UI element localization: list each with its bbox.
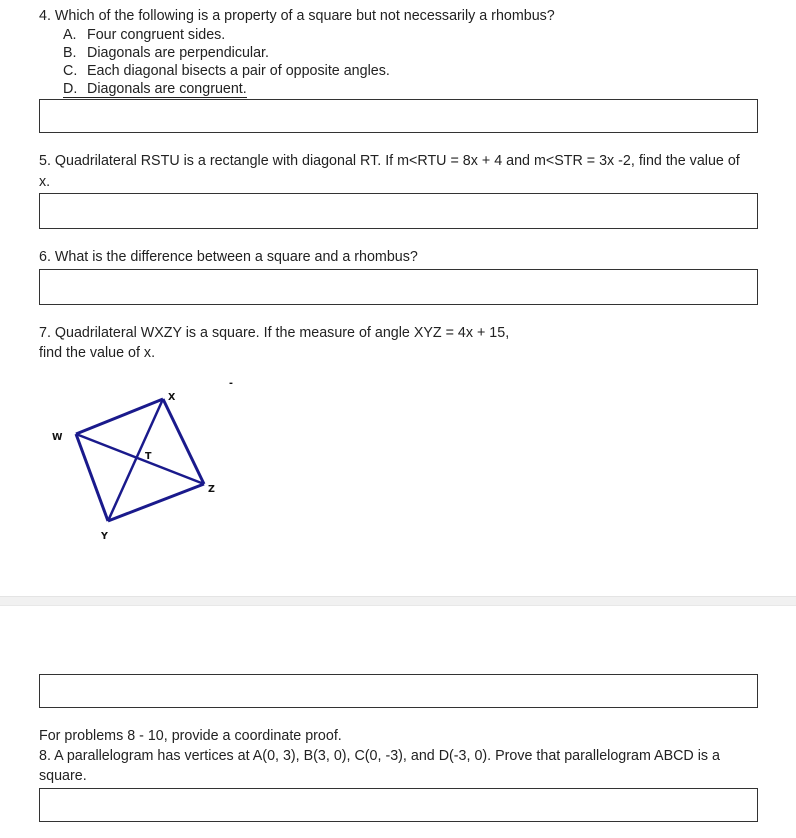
q6-answer-box[interactable] bbox=[39, 269, 758, 305]
choice-text: Diagonals are perpendicular. bbox=[87, 45, 270, 61]
q8-question-line2: square. bbox=[39, 768, 87, 784]
choice-letter: A. bbox=[63, 27, 77, 43]
q4-choice-d bbox=[63, 81, 247, 98]
q4-answer-box[interactable] bbox=[39, 99, 758, 133]
q8-question-line1: 8. A parallelogram has vertices at A(0, 3), B(3, 0), C(0, -3), and D(-3, 0). Prove that parallelogram ABCD is a bbox=[39, 748, 720, 764]
q4-choice-c bbox=[63, 63, 390, 79]
side-yw bbox=[76, 434, 108, 521]
q4-choice-b bbox=[63, 45, 269, 61]
q7-answer-box[interactable] bbox=[39, 674, 758, 708]
q5-question-line2: x. bbox=[39, 174, 51, 190]
label-w: W bbox=[52, 432, 63, 443]
label-z: Z bbox=[208, 484, 215, 495]
q8-answer-box[interactable] bbox=[39, 788, 758, 822]
choice-letter: D. bbox=[63, 81, 78, 97]
q4-question: 4. Which of the following is a property of a square but not necessarily a rhombus? bbox=[39, 8, 555, 24]
label-y: Y bbox=[101, 531, 108, 542]
q4-choice-a bbox=[63, 27, 225, 43]
page-break bbox=[0, 596, 796, 606]
choice-letter: C. bbox=[63, 63, 78, 79]
label-x: X bbox=[168, 392, 176, 403]
square-wxzy-figure bbox=[0, 370, 260, 570]
label-t: T bbox=[145, 451, 152, 462]
stray-mark: - bbox=[229, 378, 233, 389]
q5-question-line1: 5. Quadrilateral RSTU is a rectangle with diagonal RT. If m<RTU = 8x + 4 and m<STR = 3x -2, find the value of bbox=[39, 153, 740, 169]
q5-answer-box[interactable] bbox=[39, 193, 758, 229]
choice-text: Four congruent sides. bbox=[87, 27, 226, 43]
choice-text: Diagonals are congruent. bbox=[87, 81, 247, 97]
q6-question: 6. What is the difference between a square and a rhombus? bbox=[39, 249, 418, 265]
choice-text: Each diagonal bisects a pair of opposite angles. bbox=[87, 63, 390, 79]
section-intro: For problems 8 - 10, provide a coordinate proof. bbox=[39, 728, 342, 744]
choice-letter: B. bbox=[63, 45, 77, 61]
q7-question-line1: 7. Quadrilateral WXZY is a square. If the measure of angle XYZ = 4x + 15, bbox=[39, 325, 510, 341]
q7-question-line2: find the value of x. bbox=[39, 345, 156, 361]
